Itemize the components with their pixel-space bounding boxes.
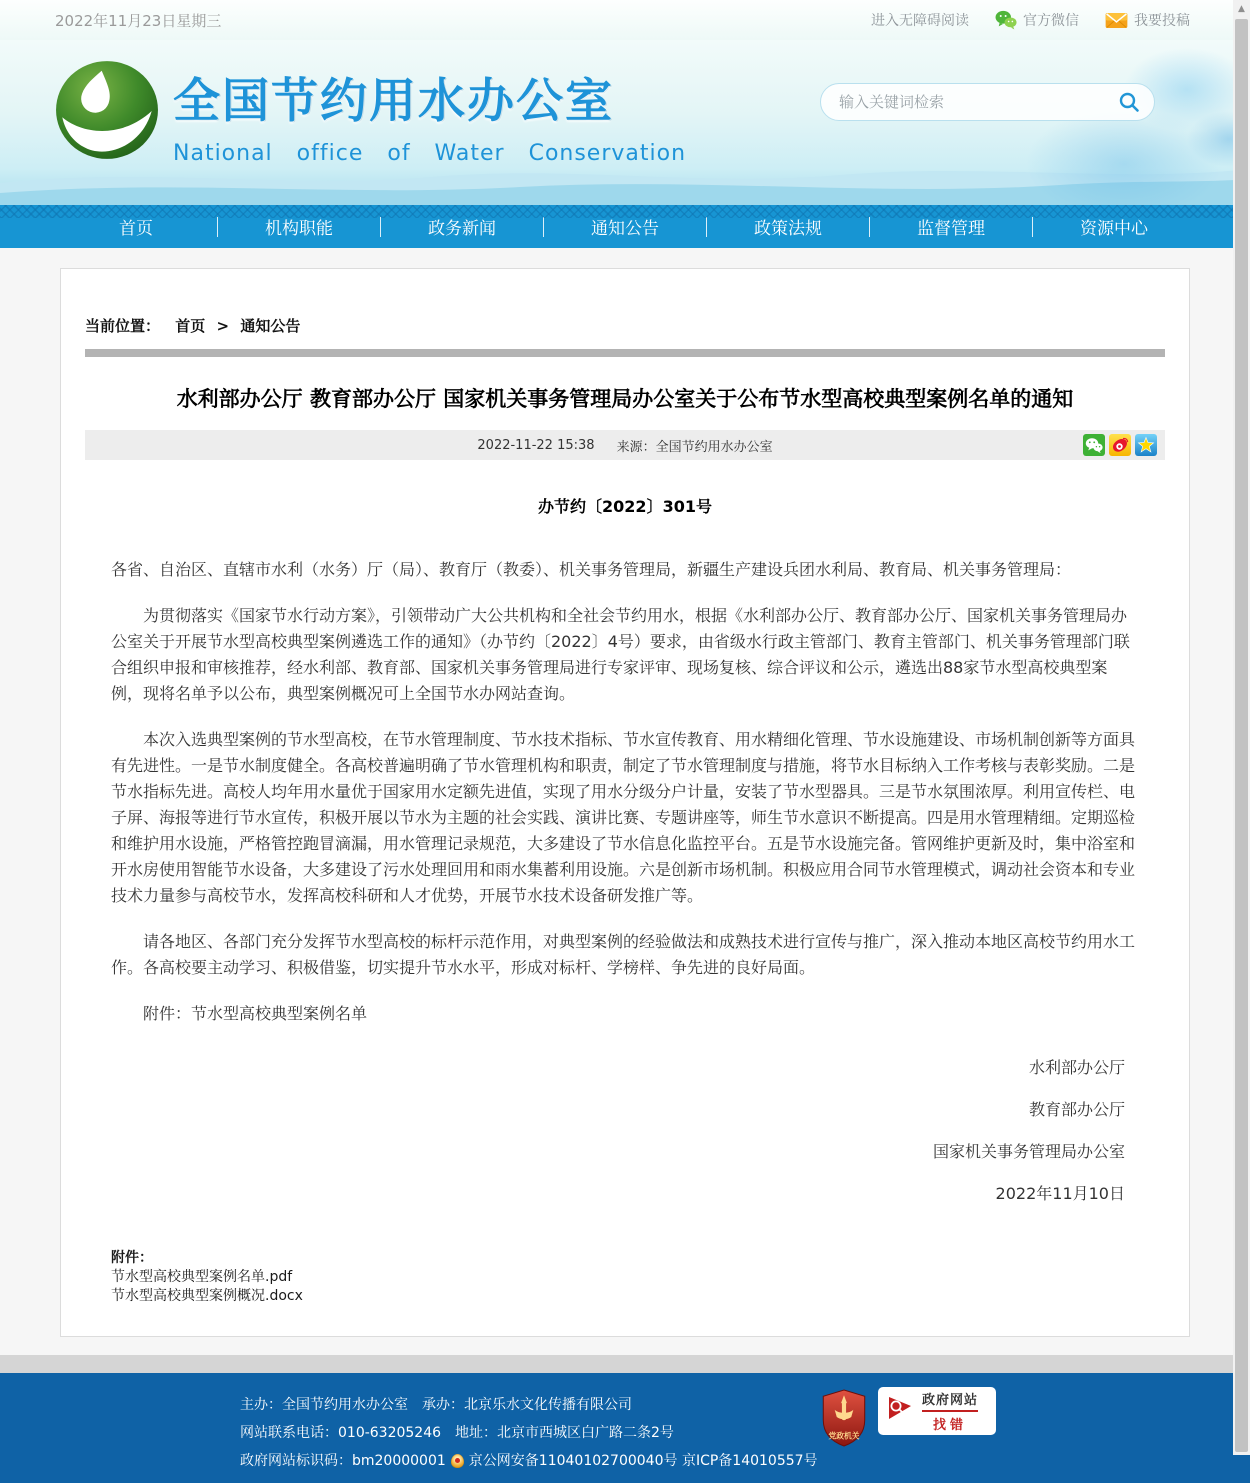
article-body (85, 557, 1165, 1027)
signature-line: 水利部办公厅 (1028, 1058, 1125, 1077)
submit-article-label: 我要投稿 (1134, 13, 1190, 29)
scrollbar[interactable] (1233, 0, 1250, 1455)
footer-top-strip (0, 1355, 1250, 1373)
paragraph: 请各地区、各部门充分发挥节水型高校的标杆示范作用，对典型案例的经验做法和成熟技术进行宣传与推广，深入推动本地区高校节约用水工作。各高校要主动学习、积极借鉴，切实提升节水水平，形成对标杆、学榜样、争先进的良好局面。 (111, 932, 1136, 977)
nav-item-notices[interactable]: 通知公告 (591, 219, 659, 239)
mail-icon (1105, 12, 1128, 29)
footer-line-registration (240, 1447, 818, 1475)
share-qzone-icon[interactable] (1135, 434, 1157, 456)
nav-item-supervision[interactable]: 监督管理 (917, 219, 985, 239)
breadcrumb-home-link[interactable]: 首页 (175, 317, 206, 335)
current-date: 2022年11月23日星期三 (55, 11, 222, 30)
nav-item-resources[interactable]: 资源中心 (1080, 219, 1148, 239)
paragraph: 本次入选典型案例的节水型高校，在节水管理制度、节水技术指标、节水宣传教育、用水精细化管理、节水设施建设、市场机制创新等方面具有先进性。一是节水制度健全。各高校普遍明确了节水管理机构和职责，制定了节水管理制度与措施，将节水目标纳入工作考核与表彰奖励。二是节水指标先进。高校人均年用水量优于国家用水定额先进值，实现了用水分级分户计量，安装了节水型器具。三是节水氛围浓厚。利用宣传栏、电子屏、海报等进行节水宣传，积极开展以节水为主题的社会实践、演讲比赛、专题讲座等，师生节水意识不断提高。四是用水管理精细。定期巡检和维护用水设施，严格管控跑冒滴漏，用水管理记录规范，大多建设了节水信息化监控平台。五是节水设施完备。管网维护更新及时，集中浴室和开水房使用智能节水设备，大多建设了污水处理回用和雨水集蓄利用设施。六是创新市场机制。积极应用合同节水管理模式，调动社会资本和专业技术力量参与高校节水，发挥高校科研和人才优势，开展节水技术设备研发推广等。 (111, 730, 1136, 905)
article-title: 水利部办公厅 教育部办公厅 国家机关事务管理局办公室关于公布节水型高校典型案例名单的通知 (176, 387, 1074, 411)
official-wechat-label: 官方微信 (1023, 13, 1079, 29)
svg-text:党政机关: 党政机关 (828, 1431, 860, 1441)
site-id-code: 政府网站标识码：bm20000001 (240, 1453, 446, 1469)
header-banner (0, 40, 1250, 205)
breadcrumb-label: 当前位置： (85, 317, 161, 335)
share-wechat-icon[interactable] (1083, 434, 1105, 456)
section-divider (85, 349, 1165, 357)
scrollbar-thumb[interactable] (1235, 19, 1248, 1452)
paragraph: 为贯彻落实《国家节水行动方案》，引领带动广大公共机构和全社会节约用水，根据《水利部办公厅、教育部办公厅、国家机关事务管理局办公室关于开展节水型高校典型案例遴选工作的通知》（办节约〔2022〕4号）要求，由省级水行政主管部门、教育主管部门、机关事务管理部门联合组织申报和审核推荐，经水利部、教育部、国家机关事务管理局进行专家评审、现场复核、综合评议和公示，遴选出88家节水型高校典型案例，现将名单予以公布，典型案例概况可上全国节水办网站查询。 (111, 606, 1130, 703)
attachments-label: 附件： (111, 1250, 153, 1266)
article-meta-bar (85, 430, 1165, 460)
public-security-badge-icon (451, 1454, 464, 1468)
nav-item-home[interactable]: 首页 (119, 219, 153, 239)
footer-line-host: 主办：全国节约用水办公室 承办：北京乐水文化传播有限公司 (240, 1397, 632, 1413)
source-value: 全国节约用水办公室 (655, 439, 773, 455)
breadcrumb-separator: > (216, 317, 230, 335)
main-nav (0, 205, 1250, 248)
publish-datetime: 2022-11-22 15:38 (477, 437, 595, 453)
document-number: 办节约〔2022〕301号 (538, 497, 712, 516)
footer-text (240, 1391, 818, 1475)
content-panel (60, 268, 1190, 1337)
party-gov-emblem-badge[interactable] (820, 1389, 868, 1451)
icp-record-link[interactable]: 京公网安备11040102700040号 京ICP备14010557号 (468, 1453, 818, 1469)
site-subtitle: National office of Water Conservation (173, 141, 687, 166)
official-wechat-link[interactable] (995, 10, 1079, 30)
footer-line-contact: 网站联系电话：010-63205246 地址：北京市西城区白广路二条2号 (240, 1425, 674, 1441)
breadcrumb-current-link[interactable]: 通知公告 (240, 317, 301, 335)
search-icon[interactable] (1118, 91, 1140, 113)
nav-item-policies[interactable]: 政策法规 (754, 219, 822, 239)
topbar (0, 0, 1250, 40)
find-error-flag-icon (884, 1393, 916, 1429)
site-title: 全国节约用水办公室 (173, 74, 614, 129)
footer (0, 1373, 1250, 1483)
signature-line: 教育部办公厅 (1028, 1100, 1125, 1119)
nav-item-news[interactable]: 政务新闻 (428, 219, 496, 239)
signature-date: 2022年11月10日 (995, 1184, 1125, 1203)
paragraph-attachment-note: 附件：节水型高校典型案例名单 (143, 1004, 368, 1023)
find-error-title: 政府网站 (922, 1389, 978, 1412)
search-input[interactable] (839, 93, 1118, 111)
signature-block (85, 1047, 1165, 1215)
accessibility-link[interactable]: 进入无障碍阅读 (871, 13, 969, 29)
breadcrumb (85, 315, 1165, 336)
site-logo (55, 58, 159, 162)
topbar-links (871, 10, 1190, 30)
gov-site-find-error-badge[interactable] (878, 1387, 996, 1435)
share-buttons (1083, 434, 1157, 456)
submit-article-link[interactable] (1105, 10, 1190, 30)
attachments-block (85, 1249, 1165, 1306)
site-brand (55, 58, 686, 166)
site-titles (173, 58, 686, 166)
paragraph: 各省、自治区、直辖市水利（水务）厅（局）、教育厅（教委）、机关事务管理局，新疆生产建设兵团水利局、教育局、机关事务管理局： (111, 560, 1072, 579)
scroll-up-arrow[interactable]: ▲ (1238, 3, 1245, 14)
wechat-icon (995, 10, 1017, 30)
nav-item-functions[interactable]: 机构职能 (265, 219, 333, 239)
share-weibo-icon[interactable] (1109, 434, 1131, 456)
attachment-docx-link[interactable]: 节水型高校典型案例概况.docx (111, 1288, 303, 1304)
attachment-pdf-link[interactable]: 节水型高校典型案例名单.pdf (111, 1269, 293, 1285)
search-box (820, 83, 1155, 121)
signature-line: 国家机关事务管理局办公室 (932, 1142, 1125, 1161)
source-label: 来源： (616, 439, 656, 455)
find-error-action: 找错 (933, 1418, 968, 1433)
main-area (0, 248, 1250, 1355)
